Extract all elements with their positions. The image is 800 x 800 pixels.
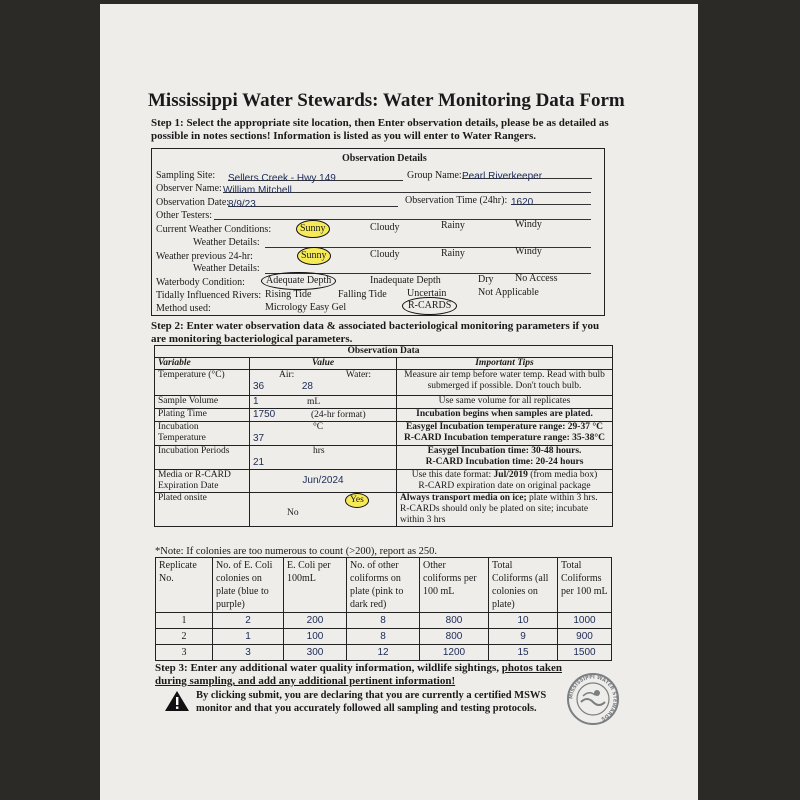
header-replicate: Replicate No. <box>156 558 213 613</box>
tidal-falling-option[interactable]: Falling Tide <box>338 289 387 300</box>
weather-prev-details-label: Weather Details: <box>193 263 260 274</box>
mississippi-water-stewards-logo <box>566 672 620 726</box>
page-title: Mississippi Water Stewards: Water Monitoring Data Form <box>148 90 625 111</box>
step3-instructions: Step 3: Enter any additional water quality information, wildlife sightings, photos taken during sampling, and add any additional pertinent information! <box>155 662 562 687</box>
header-ecoli-colonies: No. of E. Coli colonies on plate (blue to purple) <box>213 558 284 613</box>
table-row: 1 2 200 8 800 10 1000 <box>156 613 612 629</box>
sampling-site-value: Sellers Creek - Hwy 149 <box>228 173 336 184</box>
header-other-per-100ml: Other coliforms per 100 mL <box>420 558 489 613</box>
group-name-label: Group Name: <box>407 170 462 181</box>
weather-cloudy-option[interactable]: Cloudy <box>370 222 400 233</box>
observation-data-heading: Observation Data <box>155 346 613 358</box>
header-other-colonies: No. of other coliforms on plate (pink to dark red) <box>347 558 420 613</box>
plated-onsite-no-option[interactable]: No <box>287 508 299 518</box>
tidal-rising-option[interactable]: Rising Tide <box>265 289 312 300</box>
temperature-values[interactable]: Air: Water: 36 28 <box>250 370 397 396</box>
colonies-note: *Note: If colonies are too numerous to count (>200), report as 250. <box>155 546 438 557</box>
observation-details-heading: Observation Details <box>342 153 427 164</box>
weather-prev-sunny-selected[interactable]: Sunny <box>297 247 331 265</box>
method-micrology-option[interactable]: Micrology Easy Gel <box>265 302 347 313</box>
table-row: Temperature (°C) Air: Water: 36 28 Measure air temp before water temp. Read with bulb submerged if possible. Don't touch bulb. <box>155 370 613 396</box>
sampling-site-label: Sampling Site: <box>156 170 216 181</box>
media-expiration-value[interactable]: Jun/2024 <box>250 470 397 493</box>
col-tips: Important Tips <box>397 358 613 370</box>
plated-onsite-yes-selected[interactable]: Yes <box>345 493 369 508</box>
weather-prev-windy-option[interactable]: Windy <box>515 246 542 257</box>
method-rcards-selected[interactable]: R-CARDS <box>402 297 457 315</box>
step2-instructions: Step 2: Enter water observation data & associated bacteriological monitoring parameters if you are monitoring bacteriological parameters. <box>151 320 600 345</box>
tidal-not-applicable-option[interactable]: Not Applicable <box>478 287 539 298</box>
weather-previous-label: Weather previous 24-hr: <box>156 251 253 262</box>
incubation-temp-value[interactable]: °C 37 <box>250 422 397 446</box>
observation-data-table <box>154 345 613 527</box>
tidal-rivers-label: Tidally Influenced Rivers: <box>156 290 262 301</box>
weather-details-label: Weather Details: <box>193 237 260 248</box>
table-row: Plated onsite Yes No Always transport media on ice; plate within 3 hrs. R-CARDs should only be plated on site; incubate within 3 hrs <box>155 493 613 527</box>
observation-date-value: 8/9/23 <box>228 199 256 210</box>
waterbody-no-access-option[interactable]: No Access <box>515 273 558 284</box>
group-name-value: Pearl Riverkeeper <box>462 171 543 182</box>
waterbody-adequate-selected[interactable]: Adequate Depth <box>261 272 336 290</box>
certification-declaration: By clicking submit, you are declaring that you are currently a certified MSWS monitor and that you accurately followed all sampling and testing protocols. <box>196 690 547 714</box>
observation-time-field[interactable] <box>511 192 591 208</box>
table-row: 3 3 300 12 1200 15 1500 <box>156 645 612 661</box>
waterbody-condition-label: Waterbody Condition: <box>156 277 245 288</box>
weather-rainy-option[interactable]: Rainy <box>441 220 465 231</box>
step1-instructions: Step 1: Select the appropriate site location, then Enter observation details, please be as detailed as possible in notes sections! Information is listed as you will enter to Water Rangers. <box>151 117 609 142</box>
table-row: Incubation Temperature °C 37 Easygel Incubation temperature range: 29-37 °C R-CARD Incubation temperature range: 35-38°C <box>155 422 613 446</box>
header-total-colonies: Total Coliforms (all colonies on plate) <box>489 558 558 613</box>
header-total-per-100ml: Total Coliforms per 100 mL <box>558 558 612 613</box>
tidal-uncertain-option[interactable]: Uncertain <box>407 288 447 299</box>
table-row: Sample Volume 1 mL Use same volume for all replicates <box>155 396 613 409</box>
observer-name-label: Observer Name: <box>156 183 222 194</box>
group-name-field[interactable] <box>462 166 592 182</box>
observation-time-value: 1620 <box>511 197 534 208</box>
logo-ring-text: MISSISSIPPI WATER STEWARDS <box>568 674 618 722</box>
weather-current-label: Current Weather Conditions: <box>156 224 272 235</box>
header-ecoli-per-100ml: E. Coli per 100mL <box>284 558 347 613</box>
table-row: Incubation Periods hrs 21 Easygel Incubation time: 30-48 hours. R-CARD Incubation time: 20-24 hours <box>155 446 613 470</box>
air-temp-value: 36 <box>253 381 265 392</box>
other-testers-label: Other Testers: <box>156 210 213 221</box>
table-row: Media or R-CARD Expiration Date Jun/2024 Use this date format: Jul/2019 (from media box) R-CARD expiration date on original package <box>155 470 613 493</box>
observation-time-label: Observation Time (24hr): <box>405 195 508 206</box>
weather-windy-option[interactable]: Windy <box>515 219 542 230</box>
observation-date-label: Observation Date: <box>156 197 230 208</box>
water-temp-value: 28 <box>301 381 313 392</box>
waterbody-dry-option[interactable]: Dry <box>478 274 494 285</box>
weather-prev-rainy-option[interactable]: Rainy <box>441 248 465 259</box>
col-variable: Variable <box>155 358 250 370</box>
replicate-table <box>155 557 612 661</box>
incubation-period-value[interactable]: hrs 21 <box>250 446 397 470</box>
plated-onsite-value[interactable] <box>250 493 397 527</box>
waterbody-inadequate-option[interactable]: Inadequate Depth <box>370 275 441 286</box>
col-value: Value <box>250 358 397 370</box>
table-row: Plating Time 1750 (24-hr format) Incubation begins when samples are plated. <box>155 409 613 422</box>
warning-icon <box>164 690 190 712</box>
plating-time-value[interactable]: 1750 (24-hr format) <box>250 409 397 422</box>
table-row: 2 1 100 8 800 9 900 <box>156 629 612 645</box>
sample-volume-value[interactable]: 1 mL <box>250 396 397 409</box>
observation-date-field[interactable] <box>228 194 398 210</box>
method-used-label: Method used: <box>156 303 211 314</box>
observer-name-value: William Mitchell <box>223 185 292 196</box>
weather-sunny-selected[interactable]: Sunny <box>296 220 330 238</box>
weather-prev-cloudy-option[interactable]: Cloudy <box>370 249 400 260</box>
